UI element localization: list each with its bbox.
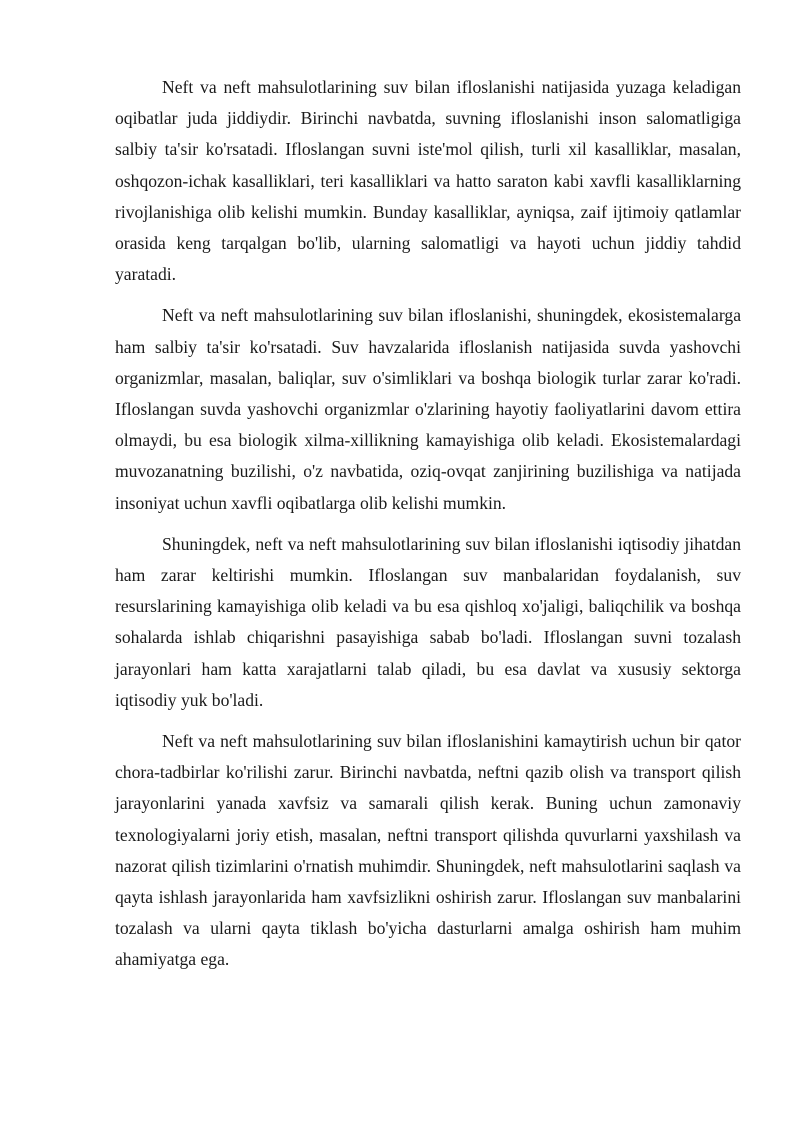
- document-body: [115, 72, 741, 986]
- paragraph-mitigation-measures: Neft va neft mahsulotlarining suv bilan ifloslanishini kamaytirish uchun bir qator chora-tadbirlar ko'rilishi zarur. Birinchi navbatda, neftni qazib olish va transport qilish jarayonlarini yanada xavfsiz va samarali qilish kerak. Buning uchun zamonaviy texnologiyalarni joriy etish, masalan, neftni transport qilishda quvurlarni yaxshilash va nazorat qilish tizimlarini o'rnatish muhimdir. Shuningdek, neft mahsulotlarini saqlash va qayta ishlash jarayonlarida ham xavfsizlikni oshirish zarur. Ifloslangan suv manbalarini tozalash va ularni qayta tiklash bo'yicha dasturlarni amalga oshirish ham muhim ahamiyatga ega.: [115, 731, 741, 970]
- paragraph-health-impact: Neft va neft mahsulotlarining suv bilan ifloslanishi natijasida yuzaga keladigan oqibatlar juda jiddiydir. Birinchi navbatda, suvning ifloslanishi inson salomatligiga salbiy ta'sir ko'rsatadi. Ifloslangan suvni iste'mol qilish, turli xil kasalliklar, masalan, oshqozon-ichak kasalliklari, teri kasalliklari va hatto saraton kabi xavfli kasalliklarning rivojlanishiga olib kelishi mumkin. Bunday kasalliklar, ayniqsa, zaif ijtimoiy qatlamlar orasida keng tarqalgan bo'lib, ularning salomatligi va hayoti uchun jiddiy tahdid yaratadi.: [115, 77, 741, 285]
- paragraph-economic-impact: Shuningdek, neft va neft mahsulotlarining suv bilan ifloslanishi iqtisodiy jihatdan ham zarar keltirishi mumkin. Ifloslangan suv manbalaridan foydalanish, suv resurslarining kamayishiga olib keladi va bu esa qishloq xo'jaligi, baliqchilik va boshqa sohalarda ishlab chiqarishni pasayishiga sabab bo'ladi. Ifloslangan suvni tozalash jarayonlari ham katta xarajatlarni talab qiladi, bu esa davlat va xususiy sektorga iqtisodiy yuk bo'ladi.: [115, 533, 741, 710]
- paragraph-ecosystem-impact: Neft va neft mahsulotlarining suv bilan ifloslanishi, shuningdek, ekosistemalarga ham salbiy ta'sir ko'rsatadi. Suv havzalarida ifloslanish natijasida suvda yashovchi organizmlar, masalan, baliqlar, suv o'simliklari va boshqa biologik turlar zarar ko'radi. Ifloslangan suvda yashovchi organizmlar o'zlarining hayotiy faoliyatlarini davom ettira olmaydi, bu esa biologik xilma-xillikning kamayishiga olib keladi. Ekosistemalardagi muvozanatning buzilishi, o'z navbatida, oziq-ovqat zanjirining buzilishiga va natijada insoniyat uchun xavfli oqibatlarga olib kelishi mumkin.: [115, 305, 741, 513]
